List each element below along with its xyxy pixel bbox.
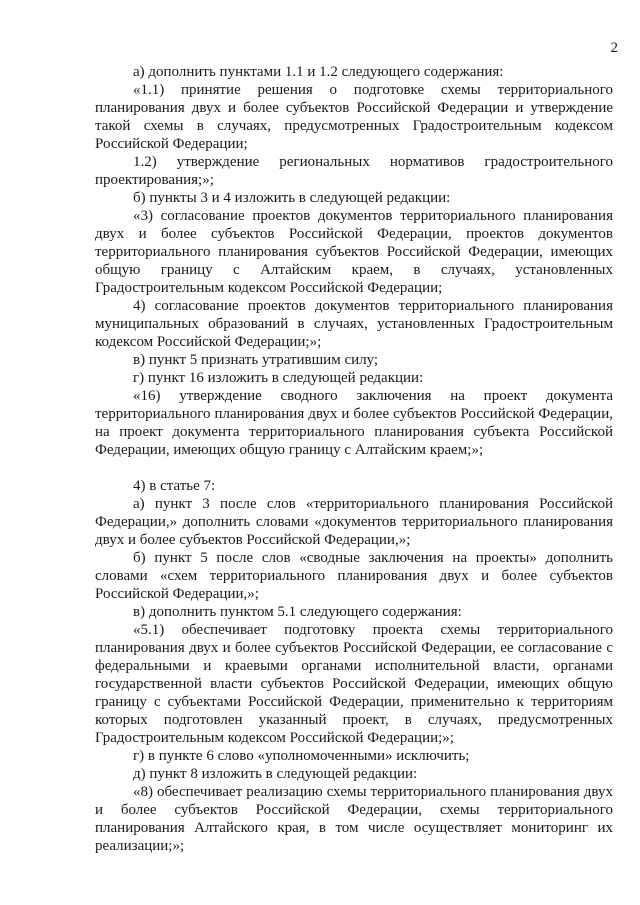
- paragraph: «3) согласование проектов документов территориального планирования двух и более субъектов Российской Федерации, проектов документов территориального планирования субъектов Российской Федерации, имеющих общую границу с Алтайским краем, в случаях, установленных Градостроительным кодексом Российской Федерации;: [95, 208, 613, 296]
- document-body: [95, 63, 613, 855]
- paragraph: «5.1) обеспечивает подготовку проекта схемы территориального планирования двух и более субъектов Российской Федерации, ее согласование с федеральными и краевыми органами исполнительной власти, органами государственной власти субъектов Российской Федерации, имеющих общую границу с субъектами Российской Федерации, применительно к территориям которых подготовлен указанный проект, в случаях, предусмотренных Градостроительным кодексом Российской Федерации;»;: [95, 622, 613, 746]
- paragraph: 4) в статье 7:: [133, 478, 216, 494]
- paragraph: г) пункт 16 изложить в следующей редакции:: [133, 370, 424, 386]
- paragraph: в) пункт 5 признать утратившим силу;: [133, 352, 379, 368]
- paragraph: 4) согласование проектов документов территориального планирования муниципальных образований в случаях, установленных Градостроительным кодексом Российской Федерации;»;: [95, 298, 613, 350]
- page-number: 2: [610, 40, 618, 56]
- paragraph: «1.1) принятие решения о подготовке схемы территориального планирования двух и более субъектов Российской Федерации и утверждение такой схемы в случаях, предусмотренных Градостроительным кодексом Российской Федерации;: [95, 82, 613, 152]
- paragraph: «8) обеспечивает реализацию схемы территориального планирования двух и более субъектов Российской Федерации, схемы территориального планирования Алтайского края, в том числе осуществляет мониторинг их реализации;»;: [95, 784, 613, 854]
- paragraph: б) пункт 5 после слов «сводные заключения на проекты» дополнить словами «схем территориального планирования двух и более субъектов Российской Федерации,»;: [95, 550, 613, 602]
- paragraph: а) пункт 3 после слов «территориального планирования Российской Федерации,» дополнить словами «документов территориального планирования двух и более субъектов Российской Федерации,»;: [95, 496, 613, 548]
- paragraph: в) дополнить пунктом 5.1 следующего содержания:: [133, 604, 462, 620]
- paragraph: 1.2) утверждение региональных нормативов градостроительного проектирования;»;: [95, 154, 613, 188]
- paragraph: б) пункты 3 и 4 изложить в следующей редакции:: [133, 190, 451, 206]
- paragraph: г) в пункте 6 слово «уполномоченными» исключить;: [133, 748, 470, 764]
- paragraph: «16) утверждение сводного заключения на проект документа территориального планирования двух и более субъектов Российской Федерации, на проект документа территориального планирования субъекта Российской Федерации, имеющих общую границу с Алтайским краем;»;: [95, 388, 613, 458]
- paragraph: д) пункт 8 изложить в следующей редакции:: [133, 766, 418, 782]
- paragraph: а) дополнить пунктами 1.1 и 1.2 следующего содержания:: [133, 64, 504, 80]
